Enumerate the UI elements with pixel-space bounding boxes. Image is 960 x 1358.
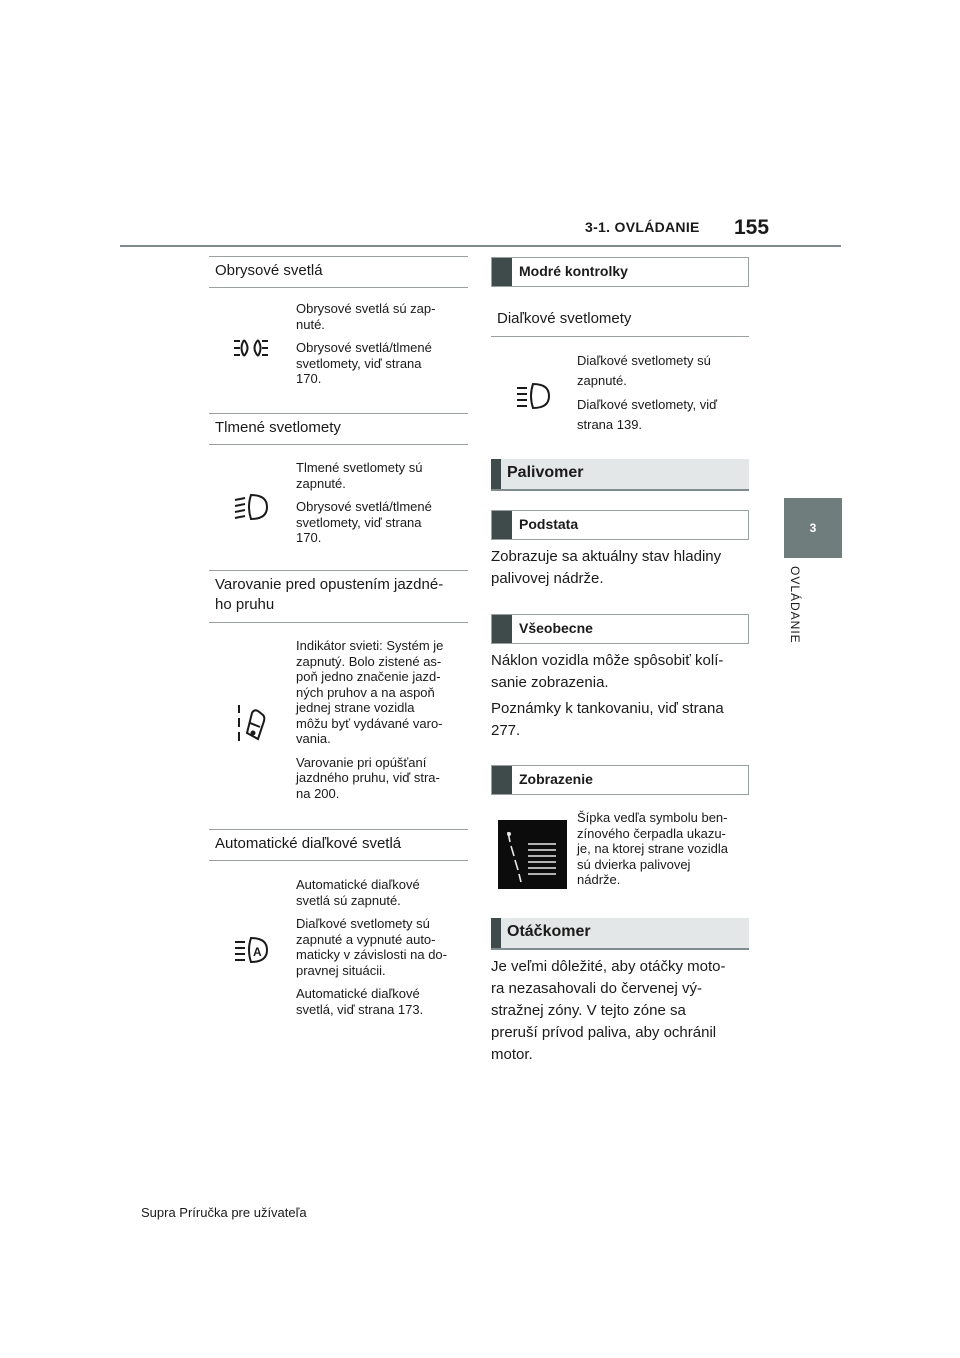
lane-departure-title: Varovanie pred opustením jazdné- <box>215 576 444 593</box>
text-line: Diaľkové svetlomety, viď <box>577 397 718 412</box>
text-line: Poznámky k tankovaniu, viď strana <box>491 700 724 717</box>
text-line: vania. <box>296 731 331 746</box>
text-line: Obrysové svetlá/tlmené <box>296 340 432 355</box>
text-line: pravnej situácii. <box>296 962 386 978</box>
display-desc <box>577 810 728 888</box>
text-line: nuté. <box>296 316 325 332</box>
heading-marker <box>492 615 512 643</box>
lane-departure-heading <box>209 570 468 623</box>
footer-text: Supra Príručka pre užívateľa <box>141 1205 307 1220</box>
text-line: 277. <box>491 722 521 739</box>
low-beam-heading <box>209 413 468 445</box>
lane-departure-desc <box>296 638 443 801</box>
text-line: jednej strane vozidla <box>296 700 415 715</box>
fuel-gauge-title: Palivomer <box>507 464 584 481</box>
heading-marker <box>491 459 501 489</box>
high-beam-heading <box>491 305 749 337</box>
high-beam-title: Diaľkové svetlomety <box>497 310 632 327</box>
text-line: sanie zobrazenia. <box>491 674 609 691</box>
text-line: jazdného pruhu, viď stra- <box>296 770 440 785</box>
text-line: je, na ktorej strane vozidla <box>577 841 729 856</box>
text-line: sú dvierka palivovej <box>577 856 691 872</box>
text-line: Varovanie pri opúšťaní <box>296 754 427 770</box>
text-line: Šípka vedľa symbolu ben- <box>577 810 728 825</box>
parking-lights-desc <box>296 301 435 387</box>
chapter-label: OVLÁDANIE <box>788 566 802 644</box>
text-line: svetlá, viď strana 173. <box>296 1001 424 1017</box>
page-number: 155 <box>734 216 770 239</box>
text-line: nádrže. <box>577 872 621 887</box>
fuel-gauge-image <box>498 820 567 889</box>
auto-high-beam-icon <box>233 935 269 965</box>
text-line: Je veľmi dôležité, aby otáčky moto- <box>491 958 726 975</box>
text-line: Automatické diaľkové <box>296 877 420 892</box>
general-body <box>491 650 751 742</box>
principle-body <box>491 546 751 590</box>
lane-departure-icon <box>236 703 266 743</box>
text-line: motor. <box>491 1046 533 1063</box>
text-line: zínového čerpadla ukazu- <box>577 825 726 841</box>
principle-title: Podstata <box>519 516 579 532</box>
low-beam-desc <box>296 460 432 546</box>
text-line: ných pruhov a na aspoň <box>296 684 435 700</box>
general-title: Všeobecne <box>519 620 593 636</box>
text-line: preruší prívod paliva, aby ochránil <box>491 1024 717 1041</box>
text-line: maticky v závislosti na do- <box>296 947 447 962</box>
text-line: svetlá sú zapnuté. <box>296 892 401 908</box>
auto-high-beam-heading <box>209 829 468 861</box>
text-line: Diaľkové svetlomety sú <box>577 353 711 368</box>
display-heading <box>491 765 749 795</box>
text-line: Diaľkové svetlomety sú <box>296 916 430 931</box>
blue-indicators-heading <box>491 257 749 287</box>
text-line: svetlomety, viď strana <box>296 514 422 530</box>
general-heading <box>491 614 749 644</box>
section-title: 3-1. OVLÁDANIE <box>585 219 700 235</box>
text-line: môžu byť vydávané varo- <box>296 715 443 731</box>
text-line: 170. <box>296 371 322 386</box>
parking-lights-title: Obrysové svetlá <box>215 262 323 279</box>
fuel-gauge-heading <box>491 459 749 491</box>
text-line: Obrysové svetlá/tlmené <box>296 499 432 514</box>
heading-marker <box>491 918 501 948</box>
text-line: ra nezasahovali do červenej vý- <box>491 980 702 997</box>
lane-departure-title: ho pruhu <box>215 596 275 613</box>
tachometer-title: Otáčkomer <box>507 923 591 940</box>
text-line: zapnuté. <box>296 475 346 491</box>
tachometer-heading <box>491 918 749 950</box>
heading-marker <box>492 258 512 286</box>
text-line: na 200. <box>296 785 340 801</box>
text-line: Indikátor svieti: Systém je <box>296 638 444 653</box>
high-beam-icon <box>515 381 551 411</box>
chapter-number: 3 <box>809 521 817 535</box>
text-line: Automatické diaľkové <box>296 986 420 1001</box>
auto-high-beam-title: Automatické diaľkové svetlá <box>215 835 402 852</box>
text-line: palivovej nádrže. <box>491 570 604 587</box>
text-line: strana 139. <box>577 417 643 432</box>
chapter-tab <box>784 498 842 558</box>
text-line: poň jedno značenie jazd- <box>296 669 441 684</box>
text-line: svetlomety, viď strana <box>296 355 422 371</box>
text-line: zapnutý. Bolo zistené as- <box>296 653 442 669</box>
text-line: stražnej zóny. V tejto zóne sa <box>491 1002 686 1019</box>
parking-lights-heading <box>209 256 468 288</box>
display-title: Zobrazenie <box>519 771 593 787</box>
text-line: Tlmené svetlomety sú <box>296 460 423 475</box>
blue-indicators-title: Modré kontrolky <box>519 263 628 279</box>
heading-marker <box>492 511 512 539</box>
text-line: zapnuté. <box>577 373 627 388</box>
tachometer-body <box>491 956 751 1066</box>
text-line: Zobrazuje sa aktuálny stav hladiny <box>491 548 722 565</box>
low-beam-icon <box>233 492 269 522</box>
heading-marker <box>492 766 512 794</box>
text-line: Obrysové svetlá sú zap- <box>296 301 436 316</box>
parking-lights-icon <box>233 337 269 359</box>
text-line: zapnuté a vypnuté auto- <box>296 931 436 947</box>
header-rule <box>120 245 841 247</box>
low-beam-title: Tlmené svetlomety <box>215 419 341 436</box>
high-beam-desc <box>577 351 717 435</box>
text-line: 170. <box>296 530 322 545</box>
text-line: Náklon vozidla môže spôsobiť kolí- <box>491 652 724 669</box>
auto-high-beam-desc <box>296 877 447 1017</box>
fuel-gauge-icon <box>498 820 567 889</box>
svg-text:A: A <box>253 945 262 959</box>
principle-heading <box>491 510 749 540</box>
